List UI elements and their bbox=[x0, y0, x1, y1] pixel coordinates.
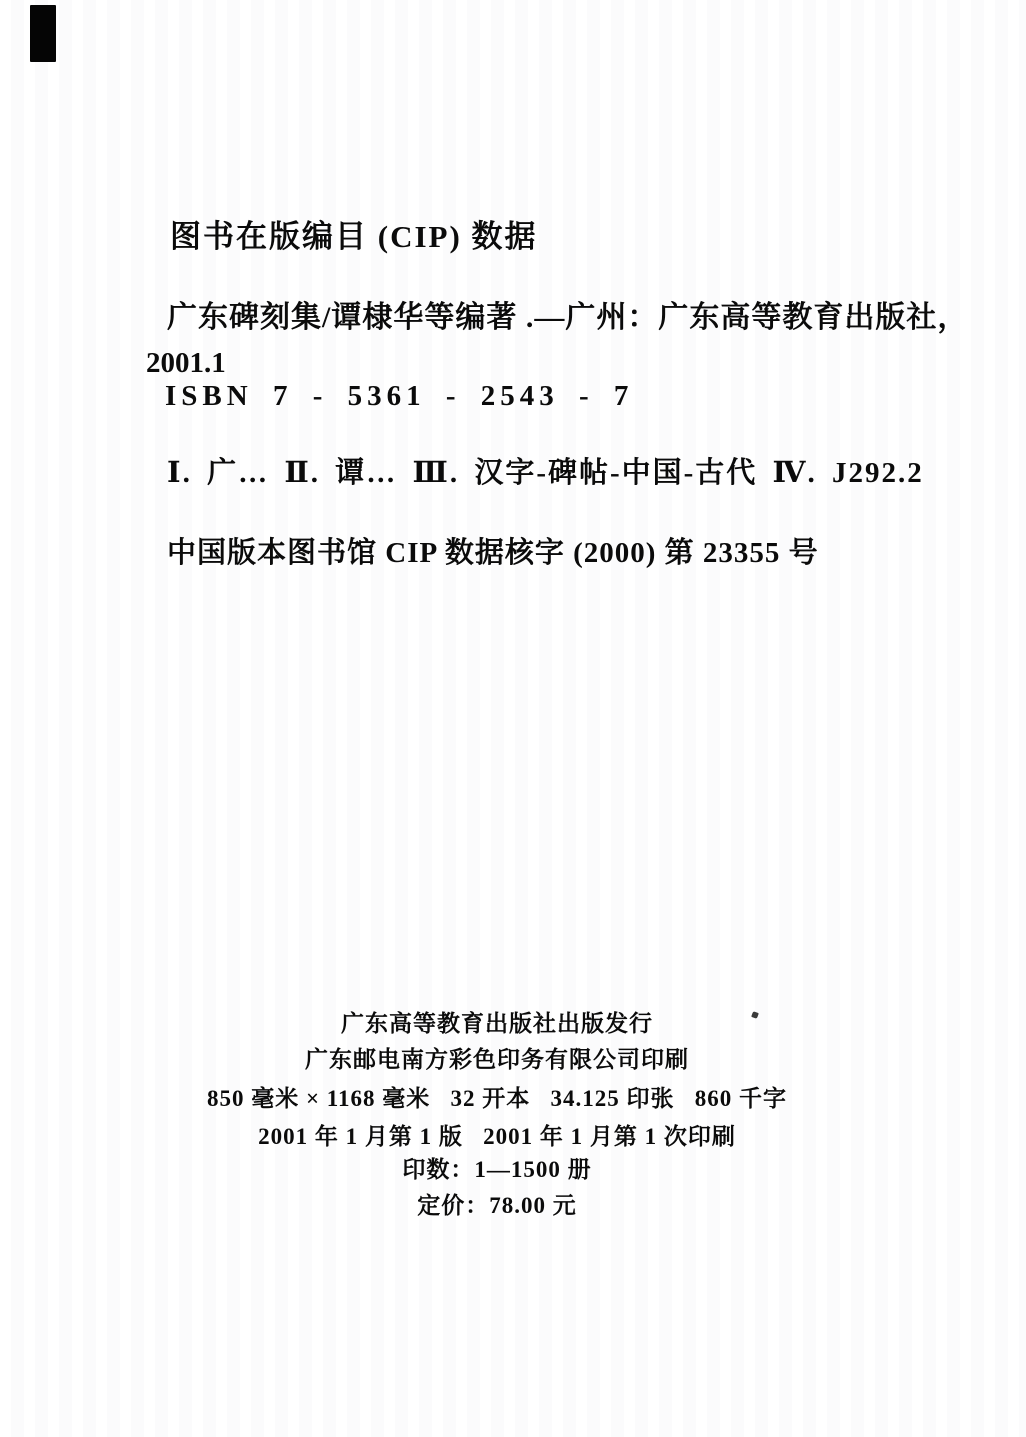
cip-classification-line: Ⅰ. 广… Ⅱ. 谭… Ⅲ. 汉字-碑帖-中国-古代 Ⅳ. J292.2 bbox=[167, 457, 924, 489]
cip-title-line: 广东碑刻集/谭棣华等编著 .—广州：广东高等教育出版社， bbox=[167, 301, 969, 334]
colophon-printer-line: 广东邮电南方彩色印务有限公司印刷 bbox=[305, 1047, 689, 1072]
colophon-format-line: 850 毫米 × 1168 毫米 32 开本 34.125 印张 860 千字 bbox=[206, 1086, 788, 1111]
colophon-print-run-line: 印数：1—1500 册 bbox=[402, 1157, 592, 1182]
cip-year-line: 2001.1 bbox=[146, 347, 226, 379]
colophon-edition-line: 2001 年 1 月第 1 版 2001 年 1 月第 1 次印刷 bbox=[258, 1124, 736, 1149]
scan-artifact-corner-mark bbox=[30, 5, 56, 62]
colophon-publisher-line: 广东高等教育出版社出版发行 bbox=[341, 1011, 653, 1036]
colophon-price-line: 定价：78.00 元 bbox=[417, 1193, 577, 1218]
cip-record-number-line: 中国版本图书馆 CIP 数据核字 (2000) 第 23355 号 bbox=[167, 537, 819, 569]
cip-heading: 图书在版编目 (CIP) 数据 bbox=[170, 219, 538, 254]
cip-isbn-line: ISBN 7 - 5361 - 2543 - 7 bbox=[165, 380, 634, 412]
